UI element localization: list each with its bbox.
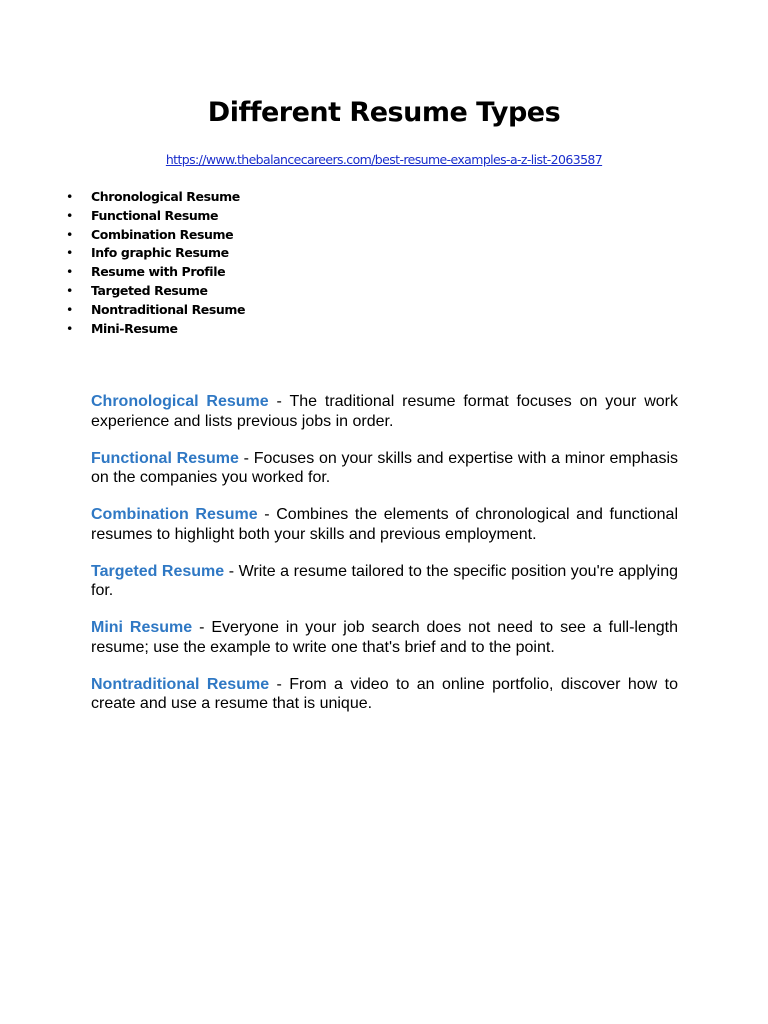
source-link[interactable]: https://www.thebalancecareers.com/best-resume-examples-a-z-list-2063587 bbox=[165, 152, 603, 167]
resume-definitions bbox=[91, 392, 678, 731]
list-item-label: Combination Resume bbox=[91, 226, 234, 242]
list-item-label: Mini-Resume bbox=[91, 320, 178, 336]
definition-paragraph bbox=[91, 505, 678, 544]
list-item bbox=[0, 244, 768, 263]
list-item bbox=[0, 207, 768, 226]
bullet-icon: • bbox=[66, 264, 73, 280]
definition-text: - Everyone in your job search does not need to see a full-length resume; use the example to write one that's brief and to the point. bbox=[91, 619, 679, 656]
definition-paragraph bbox=[91, 562, 678, 601]
list-item-label: Nontraditional Resume bbox=[91, 301, 246, 317]
definition-paragraph bbox=[91, 675, 678, 714]
bullet-icon: • bbox=[66, 282, 73, 298]
bullet-icon: • bbox=[66, 189, 73, 204]
definition-text: - Focuses on your skills and expertise with a minor emphasis on the companies you worked for. bbox=[91, 449, 679, 486]
list-item-label: Resume with Profile bbox=[91, 264, 226, 280]
definition-paragraph bbox=[91, 449, 678, 488]
bullet-icon: • bbox=[66, 207, 73, 223]
definition-text: - Combines the elements of chronological and functional resumes to highlight both your skills and previous employment. bbox=[91, 506, 678, 543]
list-item bbox=[0, 301, 768, 320]
list-item bbox=[0, 226, 768, 245]
list-item-label: Functional Resume bbox=[91, 207, 219, 223]
definition-term: Chronological Resume bbox=[91, 393, 269, 410]
definition-term: Nontraditional Resume bbox=[91, 675, 270, 693]
list-item-label: Targeted Resume bbox=[91, 282, 208, 298]
list-item bbox=[0, 282, 768, 301]
definition-term: Mini Resume bbox=[91, 619, 193, 636]
resume-types-list bbox=[0, 188, 768, 338]
page-title: Different Resume Types bbox=[207, 97, 561, 128]
bullet-icon: • bbox=[66, 301, 73, 317]
list-item bbox=[0, 320, 768, 339]
list-item-label: Info graphic Resume bbox=[91, 245, 229, 261]
definition-text: - Write a resume tailored to the specific position you're applying for. bbox=[91, 562, 679, 599]
definition-paragraph bbox=[91, 392, 678, 431]
list-item bbox=[0, 188, 768, 207]
definition-text: - The traditional resume format focuses on your work experience and lists previous jobs in order. bbox=[91, 393, 678, 430]
definition-paragraph bbox=[91, 618, 678, 657]
definition-text: - From a video to an online portfolio, discover how to create and use a resume that is unique. bbox=[91, 675, 678, 712]
definition-term: Combination Resume bbox=[91, 506, 258, 523]
bullet-icon: • bbox=[66, 320, 73, 336]
bullet-icon: • bbox=[66, 226, 73, 242]
list-item bbox=[0, 263, 768, 282]
list-item-label: Chronological Resume bbox=[91, 189, 240, 204]
definition-term: Functional Resume bbox=[91, 449, 239, 467]
bullet-icon: • bbox=[66, 245, 73, 261]
definition-term: Targeted Resume bbox=[91, 562, 225, 580]
